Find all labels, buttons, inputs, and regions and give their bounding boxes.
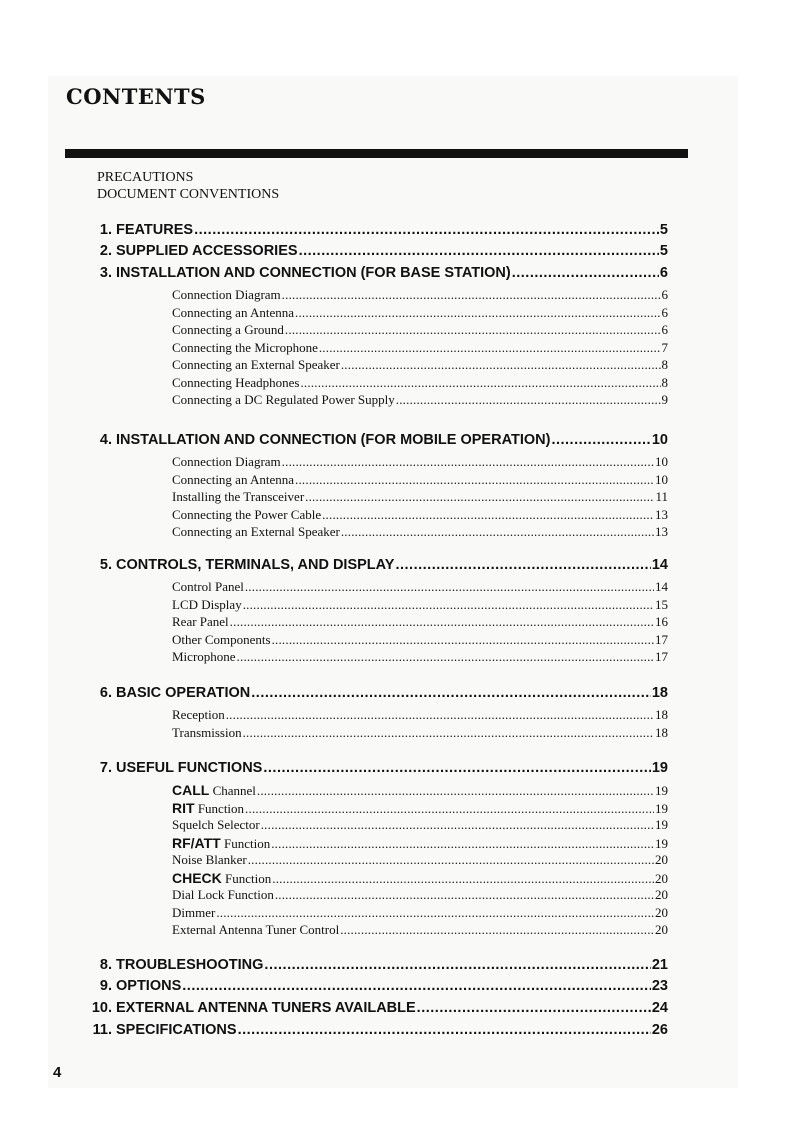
- dot-leader: [282, 287, 661, 303]
- subentry-title: [172, 817, 260, 833]
- toc-section[interactable]: [80, 221, 668, 239]
- subentry-text: Connecting the Power Cable: [172, 506, 322, 522]
- subentry-text: Installing the Transceiver: [172, 489, 305, 504]
- subentry-title: [172, 489, 304, 505]
- toc-subentry[interactable]: [172, 725, 668, 741]
- toc-section[interactable]: [80, 956, 668, 974]
- section-page: 10: [651, 432, 668, 448]
- subentry-text: Dial Lock Function: [172, 887, 274, 902]
- subentry-title: [172, 392, 395, 408]
- section-page: 26: [651, 1022, 668, 1038]
- section-number: 5.: [99, 557, 112, 573]
- section-page: 23: [651, 978, 668, 994]
- subentry-text: Connecting an Antenna: [172, 304, 295, 320]
- subentry-page: 20: [655, 904, 668, 920]
- subentry-title: [172, 287, 281, 303]
- section-title: EXTERNAL ANTENNA TUNERS AVAILABLE: [116, 1000, 416, 1016]
- subentry-page: 14: [655, 579, 668, 594]
- subentry-title: [172, 800, 244, 817]
- toc-subentry[interactable]: [172, 800, 668, 817]
- subentry-title: [172, 835, 270, 852]
- subentry-bold-term: RIT: [172, 799, 195, 816]
- subentry-text: Transmission: [172, 724, 242, 740]
- subentry-page: 19: [655, 800, 668, 816]
- dot-leader: [237, 649, 654, 665]
- section-number: 11.: [92, 1022, 112, 1038]
- subentry-title: [172, 632, 271, 648]
- dot-leader: [251, 684, 651, 702]
- subentry-text: Connecting an Antenna: [172, 471, 295, 487]
- toc-subentry[interactable]: [172, 632, 668, 648]
- dot-leader: [238, 1021, 651, 1039]
- subentry-page: 18: [655, 724, 668, 740]
- toc-subentry[interactable]: [172, 597, 668, 613]
- toc-section[interactable]: [80, 431, 668, 449]
- toc-subentry[interactable]: [172, 782, 668, 799]
- subentry-bold-term: CHECK: [172, 869, 222, 886]
- section-title: INSTALLATION AND CONNECTION (FOR BASE STATION): [116, 265, 511, 281]
- subentry-title: [172, 375, 299, 391]
- subentry-page: 20: [655, 870, 668, 886]
- subentry-title: [172, 725, 242, 741]
- toc-section[interactable]: [80, 684, 668, 702]
- toc-subentry[interactable]: [172, 922, 668, 938]
- section-title: USEFUL FUNCTIONS: [116, 760, 263, 776]
- section-number: 4.: [99, 432, 112, 448]
- dot-leader: [257, 783, 654, 799]
- toc-subentry[interactable]: [172, 524, 668, 540]
- subentry-text: Squelch Selector: [172, 817, 260, 832]
- dot-leader: [512, 264, 659, 282]
- section-page: 21: [651, 957, 668, 973]
- intro-precautions[interactable]: PRECAUTIONS: [97, 170, 194, 185]
- subentry-text: Connecting the Microphone: [172, 339, 318, 355]
- section-number: 2.: [99, 243, 112, 259]
- subentry-title: [172, 614, 229, 630]
- subentry-text: Function: [225, 870, 272, 886]
- dot-leader: [248, 852, 654, 868]
- title-rule: [65, 149, 688, 158]
- dot-leader: [261, 817, 654, 833]
- subentry-page: 10: [655, 454, 668, 469]
- dot-leader: [275, 887, 654, 903]
- dot-leader: [245, 801, 654, 817]
- toc-subentry[interactable]: [172, 322, 668, 338]
- subentry-title: [172, 340, 318, 356]
- toc-subentry[interactable]: [172, 454, 668, 470]
- dot-leader: [300, 375, 660, 391]
- dot-leader: [340, 922, 654, 938]
- dot-leader: [263, 759, 651, 777]
- subentry-text: Connecting an External Speaker: [172, 357, 340, 372]
- subentry-text: Function: [197, 800, 245, 816]
- dot-leader: [230, 614, 654, 630]
- toc-subentry[interactable]: [172, 817, 668, 833]
- toc-section[interactable]: [80, 556, 668, 574]
- dot-leader: [243, 725, 654, 741]
- dot-leader: [299, 242, 659, 260]
- subentry-page: 20: [655, 922, 668, 937]
- subentry-title: [172, 707, 225, 723]
- toc-subentry[interactable]: [172, 707, 668, 723]
- subentry-page: 6: [661, 322, 668, 337]
- section-title: BASIC OPERATION: [116, 685, 251, 701]
- subentry-text: Connecting a Ground: [172, 322, 284, 337]
- toc-subentry[interactable]: [172, 887, 668, 903]
- section-title: OPTIONS: [116, 978, 182, 994]
- subentry-page: 17: [655, 649, 668, 664]
- subentry-title: [172, 887, 274, 903]
- subentry-title: [172, 305, 294, 321]
- section-title: TROUBLESHOOTING: [116, 957, 264, 973]
- subentry-page: 16: [655, 614, 668, 629]
- subentry-title: [172, 782, 256, 799]
- section-page: 18: [651, 685, 668, 701]
- dot-leader: [194, 221, 659, 239]
- subentry-text: External Antenna Tuner Control: [172, 922, 340, 937]
- section-title: FEATURES: [116, 222, 194, 238]
- toc-section[interactable]: [80, 977, 668, 995]
- section-page: 6: [659, 265, 668, 281]
- section-page: 14: [651, 557, 668, 573]
- section-title: CONTROLS, TERMINALS, AND DISPLAY: [116, 557, 395, 573]
- subentry-title: [172, 579, 244, 595]
- section-page: 5: [659, 222, 668, 238]
- subentry-page: 10: [655, 471, 668, 487]
- subentry-page: 19: [655, 817, 668, 832]
- dot-leader: [295, 305, 660, 321]
- subentry-text: Connection Diagram: [172, 454, 281, 469]
- subentry-title: [172, 597, 242, 613]
- subentry-title: [172, 322, 284, 338]
- dot-leader: [264, 956, 650, 974]
- page-title: CONTENTS: [66, 84, 206, 109]
- subentry-title: [172, 524, 340, 540]
- subentry-text: Connecting an External Speaker: [172, 524, 340, 539]
- dot-leader: [245, 579, 654, 595]
- dot-leader: [417, 999, 651, 1017]
- toc-subentry[interactable]: [172, 507, 668, 523]
- subentry-page: 6: [661, 287, 668, 302]
- toc-subentry[interactable]: [172, 357, 668, 373]
- subentry-page: 20: [655, 852, 668, 867]
- page-number: 4: [53, 1064, 62, 1081]
- toc-subentry[interactable]: [172, 305, 668, 321]
- subentry-title: [172, 472, 294, 488]
- subentry-text: Connecting a DC Regulated Power Supply: [172, 392, 395, 407]
- toc-section[interactable]: [80, 999, 668, 1017]
- subentry-text: Control Panel: [172, 579, 244, 594]
- toc-subentry[interactable]: [172, 287, 668, 303]
- dot-leader: [285, 322, 661, 338]
- subentry-title: [172, 649, 236, 665]
- subentry-text: Dimmer: [172, 904, 216, 920]
- intro-document-conventions[interactable]: DOCUMENT CONVENTIONS: [97, 187, 280, 202]
- dot-leader: [182, 977, 651, 995]
- dot-leader: [271, 836, 654, 852]
- subentry-page: 6: [661, 304, 668, 320]
- dot-leader: [295, 472, 654, 488]
- dot-leader: [322, 507, 654, 523]
- subentry-page: 15: [655, 596, 668, 612]
- dot-leader: [272, 871, 654, 887]
- section-number: 1.: [99, 222, 112, 238]
- subentry-title: [172, 922, 339, 938]
- toc-section[interactable]: [80, 759, 668, 777]
- subentry-text: Rear Panel: [172, 614, 229, 629]
- section-number: 6.: [99, 685, 112, 701]
- subentry-title: [172, 454, 281, 470]
- subentry-page: 11: [655, 489, 668, 504]
- toc-subentry[interactable]: [172, 870, 668, 887]
- toc-subentry[interactable]: [172, 375, 668, 391]
- subentry-page: 19: [655, 783, 668, 798]
- toc-section[interactable]: [80, 1021, 668, 1039]
- dot-leader: [551, 431, 650, 449]
- subentry-text: Microphone: [172, 649, 236, 664]
- subentry-title: [172, 357, 340, 373]
- subentry-text: Connection Diagram: [172, 287, 281, 302]
- dot-leader: [305, 489, 654, 505]
- subentry-page: 20: [655, 887, 668, 902]
- subentry-text: Noise Blanker: [172, 852, 247, 867]
- subentry-page: 8: [661, 357, 668, 372]
- toc-subentry[interactable]: [172, 835, 668, 852]
- subentry-page: 7: [661, 339, 668, 355]
- subentry-title: [172, 870, 271, 887]
- subentry-page: 13: [655, 524, 668, 539]
- subentry-title: [172, 852, 247, 868]
- section-number: 10.: [91, 1000, 112, 1016]
- section-page: 5: [659, 243, 668, 259]
- subentry-text: Other Components: [172, 631, 271, 647]
- subentry-bold-term: RF/ATT: [172, 834, 221, 851]
- subentry-bold-term: CALL: [172, 782, 210, 798]
- subentry-title: [172, 905, 215, 921]
- subentry-title: [172, 507, 321, 523]
- subentry-page: 8: [661, 374, 668, 390]
- dot-leader: [243, 597, 654, 613]
- dot-leader: [216, 905, 654, 921]
- section-number: 9.: [99, 978, 112, 994]
- toc-subentry[interactable]: [172, 489, 668, 505]
- toc-section[interactable]: [80, 264, 668, 282]
- section-title: SUPPLIED ACCESSORIES: [116, 243, 298, 259]
- dot-leader: [395, 556, 650, 574]
- toc-subentry[interactable]: [172, 340, 668, 356]
- subentry-text: Channel: [212, 783, 256, 798]
- toc-subentry[interactable]: [172, 579, 668, 595]
- subentry-text: Reception: [172, 707, 225, 722]
- dot-leader: [226, 707, 654, 723]
- dot-leader: [396, 392, 661, 408]
- subentry-page: 13: [655, 506, 668, 522]
- dot-leader: [341, 357, 661, 373]
- toc-subentry[interactable]: [172, 852, 668, 868]
- dot-leader: [319, 340, 661, 356]
- subentry-text: Function: [223, 835, 271, 851]
- subentry-text: Connecting Headphones: [172, 374, 300, 390]
- section-title: SPECIFICATIONS: [116, 1022, 237, 1038]
- section-number: 3.: [99, 265, 112, 281]
- section-page: 19: [651, 760, 668, 776]
- section-title: INSTALLATION AND CONNECTION (FOR MOBILE OPERATION): [116, 432, 551, 448]
- subentry-page: 19: [655, 835, 668, 851]
- toc-section[interactable]: [80, 242, 668, 260]
- toc-subentry[interactable]: [172, 614, 668, 630]
- toc-subentry[interactable]: [172, 392, 668, 408]
- dot-leader: [272, 632, 654, 648]
- toc-subentry[interactable]: [172, 905, 668, 921]
- dot-leader: [341, 524, 654, 540]
- section-number: 7.: [99, 760, 112, 776]
- toc-subentry[interactable]: [172, 472, 668, 488]
- section-number: 8.: [99, 957, 112, 973]
- subentry-text: LCD Display: [172, 596, 242, 612]
- dot-leader: [282, 454, 654, 470]
- subentry-page: 9: [661, 392, 668, 407]
- subentry-page: 18: [655, 707, 668, 722]
- section-page: 24: [651, 1000, 668, 1016]
- subentry-page: 17: [655, 631, 668, 647]
- toc-subentry[interactable]: [172, 649, 668, 665]
